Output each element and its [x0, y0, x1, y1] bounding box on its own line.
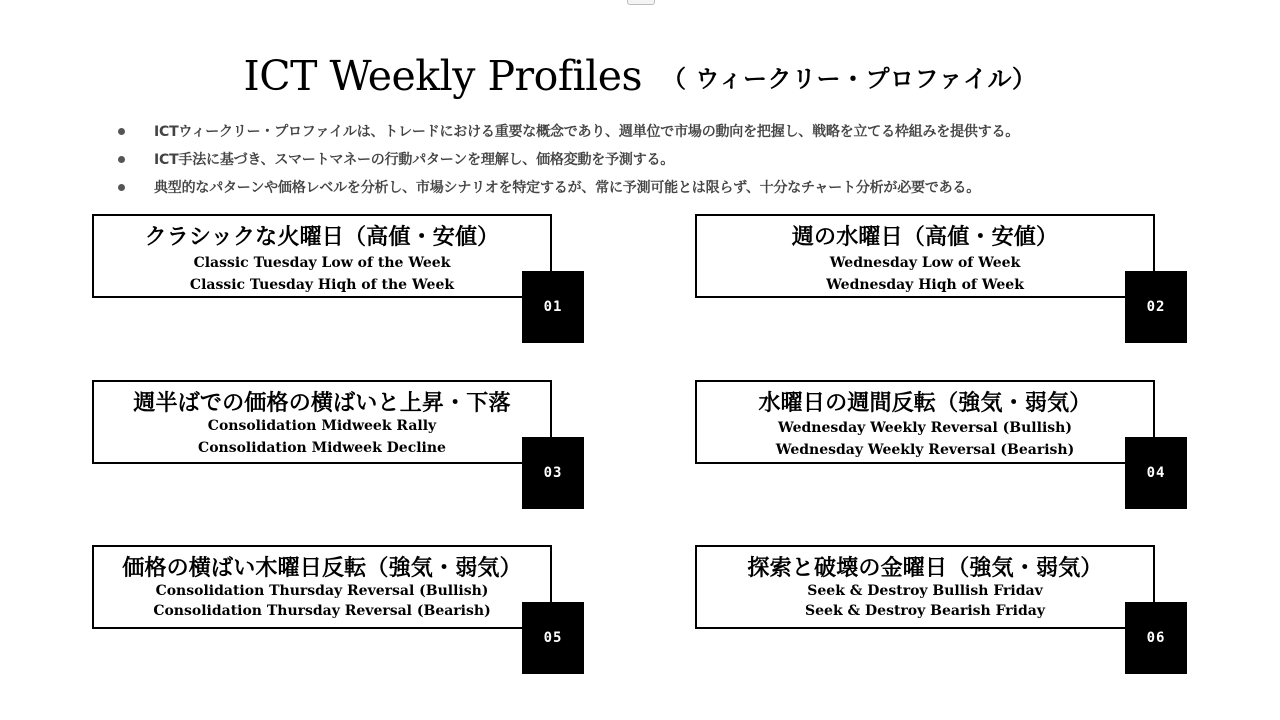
- profile-card-06: [695, 545, 1191, 675]
- bullet-item: [118, 121, 1019, 149]
- profile-card-03: [92, 380, 588, 510]
- profile-subtitle-en-1: Wednesday Weekly Reversal (Bullish): [778, 420, 1072, 436]
- page-title: [0, 52, 1280, 100]
- profile-title-jp: 価格の横ばい木曜日反転（強気・弱気）: [122, 556, 522, 581]
- profile-subtitle-en-1: Seek & Destroy Bullish Fridav: [807, 583, 1043, 599]
- profile-card-02: [695, 214, 1191, 344]
- profile-subtitle-en-2: Classic Tuesday Hiqh of the Week: [189, 277, 455, 293]
- bullet-item: [118, 149, 1019, 177]
- profile-subtitle-en-2: Seek & Destroy Bearish Friday: [805, 603, 1045, 619]
- profile-subtitle-en-1: Wednesday Low of Week: [829, 255, 1021, 271]
- profile-number-badge: 01: [522, 271, 584, 343]
- title-japanese: （ ウィークリー・プロファイル）: [662, 64, 1037, 93]
- profile-card-05: [92, 545, 588, 675]
- profile-title-jp: 週半ばでの価格の横ばいと上昇・下落: [133, 391, 511, 416]
- profile-subtitle-en-2: Wednesday Weekly Reversal (Bearish): [775, 442, 1075, 458]
- profile-number-badge: 04: [1125, 437, 1187, 509]
- bullet-list: [118, 121, 1019, 205]
- profile-subtitle-en-2: Wednesday Hiqh of Week: [826, 277, 1024, 293]
- profile-number-badge: 02: [1125, 271, 1187, 343]
- bullet-dot-icon: [118, 184, 125, 191]
- bullet-item: [118, 177, 1019, 205]
- profile-subtitle-en-1: Consolidation Midweek Rally: [207, 418, 437, 434]
- bullet-text: ICT手法に基づき、スマートマネーの行動パターンを理解し、価格変動を予測する。: [154, 152, 675, 168]
- profile-subtitle-en-2: Consolidation Midweek Decline: [198, 440, 446, 456]
- profile-number-badge: 03: [522, 437, 584, 509]
- profile-title-jp: クラシックな火曜日（高値・安値）: [144, 225, 500, 250]
- profile-title-jp: 水曜日の週間反転（強気・弱気）: [758, 391, 1092, 416]
- profile-title-jp: 探索と破壊の金曜日（強気・弱気）: [747, 556, 1103, 581]
- title-english: ICT Weekly Profiles: [243, 52, 643, 100]
- profile-card-01: [92, 214, 588, 344]
- top-tab-handle[interactable]: [627, 0, 655, 5]
- bullet-dot-icon: [118, 128, 125, 135]
- bullet-text: 典型的なパターンや価格レベルを分析し、市場シナリオを特定するが、常に予測可能とは限らず、十分なチャート分析が必要である。: [154, 180, 981, 196]
- profile-number-badge: 06: [1125, 602, 1187, 674]
- profile-subtitle-en-1: Classic Tuesday Low of the Week: [193, 255, 451, 271]
- profile-subtitle-en-1: Consolidation Thursday Reversal (Bullish): [155, 583, 489, 599]
- bullet-dot-icon: [118, 156, 125, 163]
- bullet-text: ICTウィークリー・プロファイルは、トレードにおける重要な概念であり、週単位で市場の動向を把握し、戦略を立てる枠組みを提供する。: [154, 124, 1020, 140]
- profile-title-jp: 週の水曜日（高値・安値）: [791, 225, 1059, 250]
- profile-number-badge: 05: [522, 602, 584, 674]
- profile-card-04: [695, 380, 1191, 510]
- profile-subtitle-en-2: Consolidation Thursday Reversal (Bearish): [153, 603, 491, 619]
